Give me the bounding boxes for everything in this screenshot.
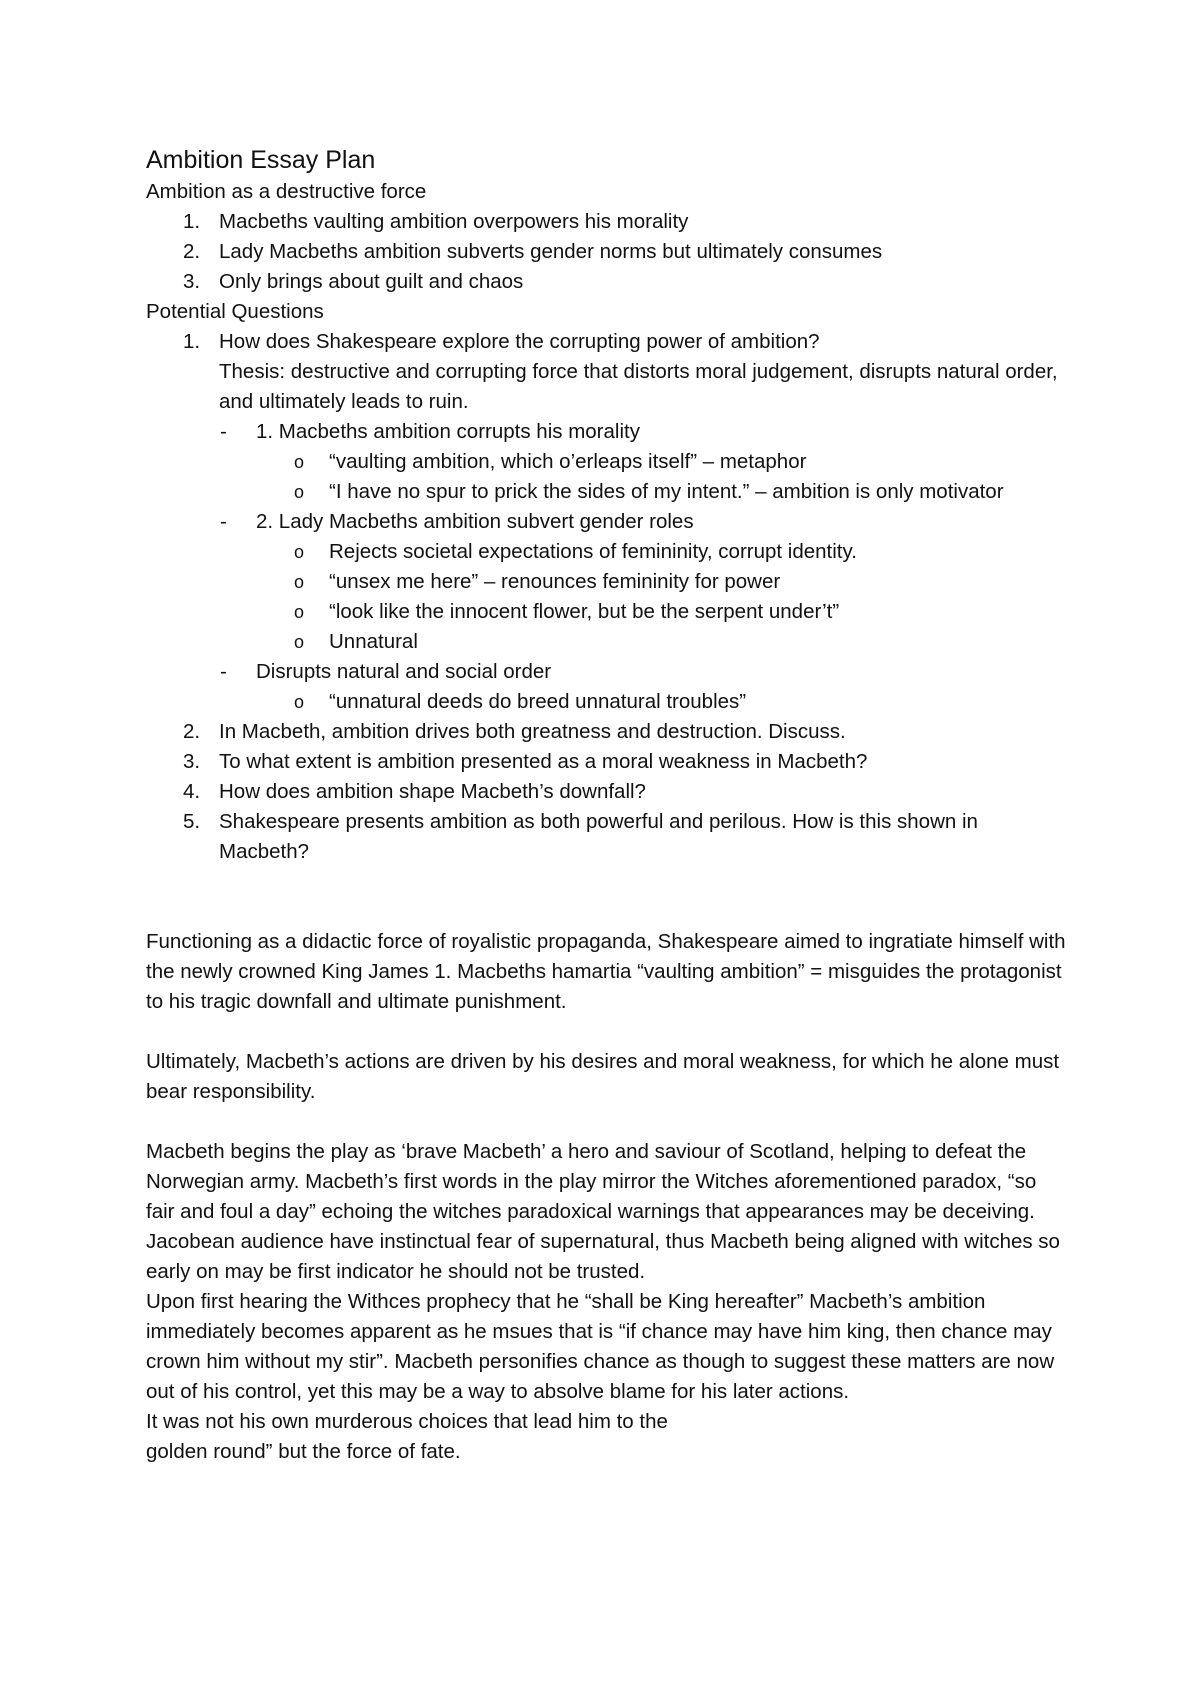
paragraph: golden round” but the force of fate. xyxy=(146,1440,461,1463)
sub-bullet-item xyxy=(146,537,1066,567)
sub-bullet-text: “vaulting ambition, which o’erleaps itself” – metaphor xyxy=(329,450,807,473)
list-number: 5. xyxy=(183,810,201,833)
dash-item xyxy=(146,417,1066,447)
dash-text: Disrupts natural and social order xyxy=(256,660,552,683)
sub-bullet-item xyxy=(146,597,1066,627)
list-text: Only brings about guilt and chaos xyxy=(219,270,524,293)
circle-bullet: o xyxy=(294,482,305,502)
list-item xyxy=(146,207,1066,237)
question-text: How does ambition shape Macbeth’s downfall? xyxy=(219,780,646,803)
question-text: Shakespeare presents ambition as both powerful and perilous. How is this shown in Macbeth? xyxy=(219,810,978,863)
sub-bullet-text: “unsex me here” – renounces femininity for power xyxy=(329,570,781,593)
list-item xyxy=(146,777,1066,807)
sub-bullet-item xyxy=(146,687,1066,717)
dash-bullet: - xyxy=(220,510,227,533)
question-text: To what extent is ambition presented as a moral weakness in Macbeth? xyxy=(219,750,868,773)
list-number: 3. xyxy=(183,270,201,293)
list-number: 2. xyxy=(183,720,201,743)
list-number: 1. xyxy=(183,330,201,353)
list-text: Lady Macbeths ambition subverts gender norms but ultimately consumes xyxy=(219,240,883,263)
page-title: Ambition Essay Plan xyxy=(146,146,376,174)
question-text: How does Shakespeare explore the corrupting power of ambition? xyxy=(219,330,820,353)
section-heading: Potential Questions xyxy=(146,300,324,323)
numbered-list xyxy=(146,207,1066,297)
circle-bullet: o xyxy=(294,452,305,472)
sub-bullet-text: “unnatural deeds do breed unnatural troubles” xyxy=(329,690,747,713)
sub-bullet-text: “I have no spur to prick the sides of my intent.” – ambition is only motivator xyxy=(329,480,1004,503)
paragraph: Macbeth begins the play as ‘brave Macbeth’ a hero and saviour of Scotland, helping to defeat the Norwegian army. Macbeth’s first words in the play mirror the Witches aforementioned paradox, “so fair and foul a day” echoing the witches paradoxical warnings that appearances may be deceiving. xyxy=(146,1140,1037,1223)
dash-item xyxy=(146,507,1066,537)
spacer xyxy=(146,1017,1066,1047)
spacer xyxy=(146,867,1066,927)
circle-bullet: o xyxy=(294,602,305,622)
list-text: Macbeths vaulting ambition overpowers his morality xyxy=(219,210,689,233)
dash-bullet: - xyxy=(220,660,227,683)
spacer xyxy=(146,1107,1066,1137)
list-item xyxy=(146,807,1066,867)
list-number: 3. xyxy=(183,750,201,773)
list-item xyxy=(146,267,1066,297)
section-heading: Ambition as a destructive force xyxy=(146,180,427,203)
paragraph: It was not his own murderous choices that lead him to the xyxy=(146,1410,668,1433)
paragraph: Jacobean audience have instinctual fear of supernatural, thus Macbeth being aligned with witches so early on may be first indicator he should not be trusted. xyxy=(146,1230,1060,1283)
sub-bullet-item xyxy=(146,627,1066,657)
list-item xyxy=(146,747,1066,777)
circle-bullet: o xyxy=(294,572,305,592)
list-item xyxy=(146,237,1066,267)
dash-text: 2. Lady Macbeths ambition subvert gender roles xyxy=(256,510,694,533)
dash-bullet: - xyxy=(220,420,227,443)
list-item xyxy=(146,327,1066,357)
circle-bullet: o xyxy=(294,542,305,562)
thesis-text: Thesis: destructive and corrupting force that distorts moral judgement, disrupts natural order, and ultimately leads to ruin. xyxy=(219,360,1058,413)
paragraph: Upon first hearing the Withces prophecy that he “shall be King hereafter” Macbeth’s ambition immediately becomes apparent as he msues that is “if chance may have him king, then chance may crown him without my stir”. Macbeth personifies chance as though to suggest these matters are now out of his control, yet this may be a way to absolve blame for his later actions. xyxy=(146,1290,1055,1403)
list-number: 2. xyxy=(183,240,201,263)
paragraph: Ultimately, Macbeth’s actions are driven by his desires and moral weakness, for which he alone must bear responsibility. xyxy=(146,1050,1060,1103)
list-item xyxy=(146,717,1066,747)
paragraph: Functioning as a didactic force of royalistic propaganda, Shakespeare aimed to ingratiate himself with the newly crowned King James 1. Macbeths hamartia “vaulting ambition” = misguides the protagonist to his tragic downfall and ultimate punishment. xyxy=(146,930,1066,1013)
list-number: 4. xyxy=(183,780,201,803)
sub-bullet-text: “look like the innocent flower, but be the serpent under’t” xyxy=(329,600,840,623)
sub-bullet-item xyxy=(146,567,1066,597)
question-text: In Macbeth, ambition drives both greatness and destruction. Discuss. xyxy=(219,720,846,743)
sub-bullet-item xyxy=(146,447,1066,477)
sub-bullet-text: Unnatural xyxy=(329,630,418,653)
dash-text: 1. Macbeths ambition corrupts his morality xyxy=(256,420,640,443)
dash-item xyxy=(146,657,1066,687)
document-body xyxy=(146,143,1066,1467)
sub-bullet-item xyxy=(146,477,1066,507)
list-number: 1. xyxy=(183,210,201,233)
circle-bullet: o xyxy=(294,692,305,712)
circle-bullet: o xyxy=(294,632,305,652)
sub-bullet-text: Rejects societal expectations of femininity, corrupt identity. xyxy=(329,540,857,563)
questions-list xyxy=(146,327,1066,867)
